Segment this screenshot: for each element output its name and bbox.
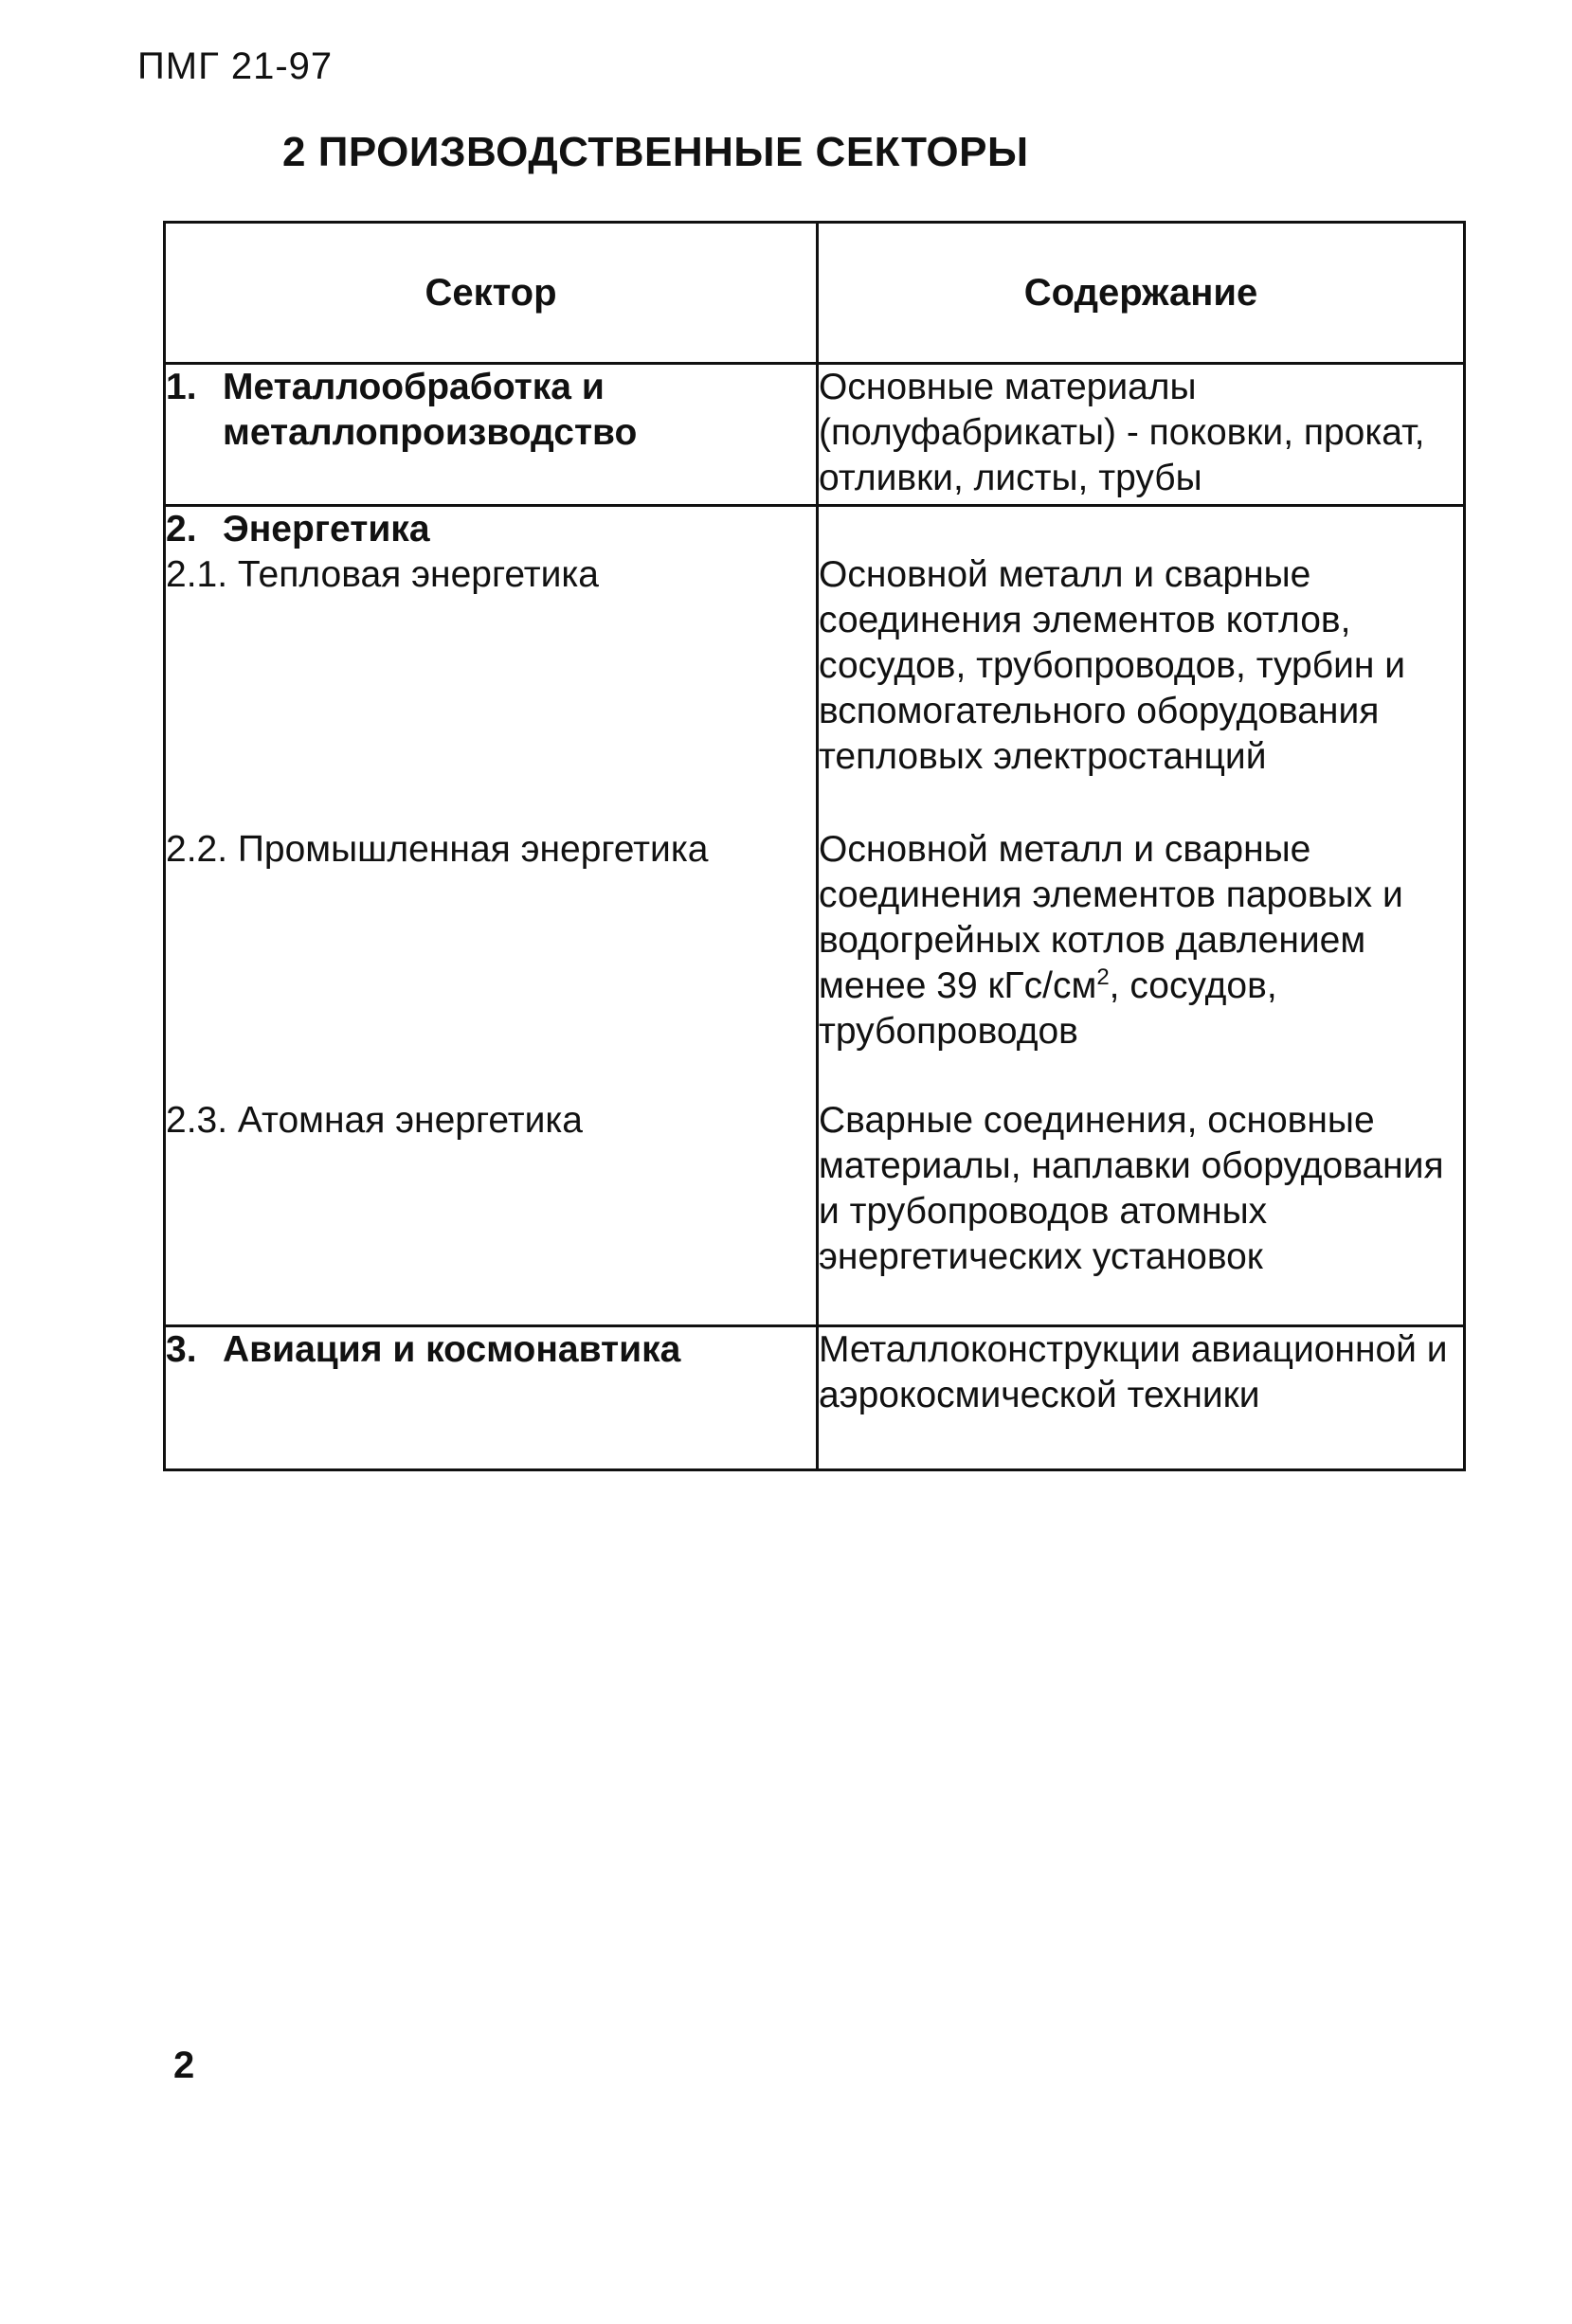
subsector-content: Основной металл и сварные соединения элементов паровых и водогрейных котлов давлением менее 39 кГс/$см^2$, сосудов, трубопроводов (819, 829, 1403, 1052)
page-number: 2 (173, 2045, 195, 2086)
subsector-content: Сварные соединения, основные материалы, наплавки оборудования и трубопроводов атомных энергетических установок (819, 1100, 1444, 1277)
subsector-cell (165, 827, 818, 1098)
content-cell (818, 506, 1465, 553)
content-cell (818, 1098, 1465, 1325)
table-row (165, 506, 1465, 553)
table-row (165, 1325, 1465, 1469)
subsector-label: 2.2. Промышленная энергетика (166, 829, 709, 870)
sector-name: Металлообработка и металлопроизводство (223, 367, 638, 453)
subsector-content: Основной металл и сварные соединения элементов котлов, сосудов, трубопроводов, турбин и вспомогательного оборудования тепловых электростанций (819, 554, 1406, 777)
content-cell (818, 552, 1465, 827)
section-title: 2 ПРОИЗВОДСТВЕННЫЕ СЕКТОРЫ (282, 129, 1029, 175)
subsector-cell (165, 1098, 818, 1325)
column-header-content: Содержание (818, 223, 1465, 364)
table-header-row (165, 223, 1465, 364)
table-subrow (165, 552, 1465, 827)
table-subrow (165, 1098, 1465, 1325)
subsector-cell (165, 552, 818, 827)
sector-number: 3. (166, 1328, 197, 1370)
sector-number: 2. (166, 509, 197, 549)
sector-name: Авиация и космонавтика (223, 1328, 681, 1370)
sector-number: 1. (166, 367, 197, 407)
column-header-sector: Сектор (165, 223, 818, 364)
sector-content: Металлоконструкции авиационной и аэрокосмической техники (819, 1328, 1448, 1415)
sector-cell (165, 506, 818, 553)
sector-name: Энергетика (223, 509, 430, 549)
subsector-label: 2.1. Тепловая энергетика (166, 554, 599, 595)
sectors-table (163, 221, 1466, 1471)
table-row (165, 364, 1465, 506)
table-subrow (165, 827, 1465, 1098)
content-cell (818, 1325, 1465, 1469)
sector-cell (165, 364, 818, 506)
content-cell (818, 364, 1465, 506)
superscript: 2 (1096, 964, 1110, 990)
document-code: ПМГ 21-97 (137, 45, 334, 87)
sector-cell (165, 1325, 818, 1469)
subsector-label: 2.3. Атомная энергетика (166, 1100, 583, 1141)
content-cell (818, 827, 1465, 1098)
sector-content: Основные материалы (полуфабрикаты) - поковки, прокат, отливки, листы, трубы (819, 367, 1425, 498)
